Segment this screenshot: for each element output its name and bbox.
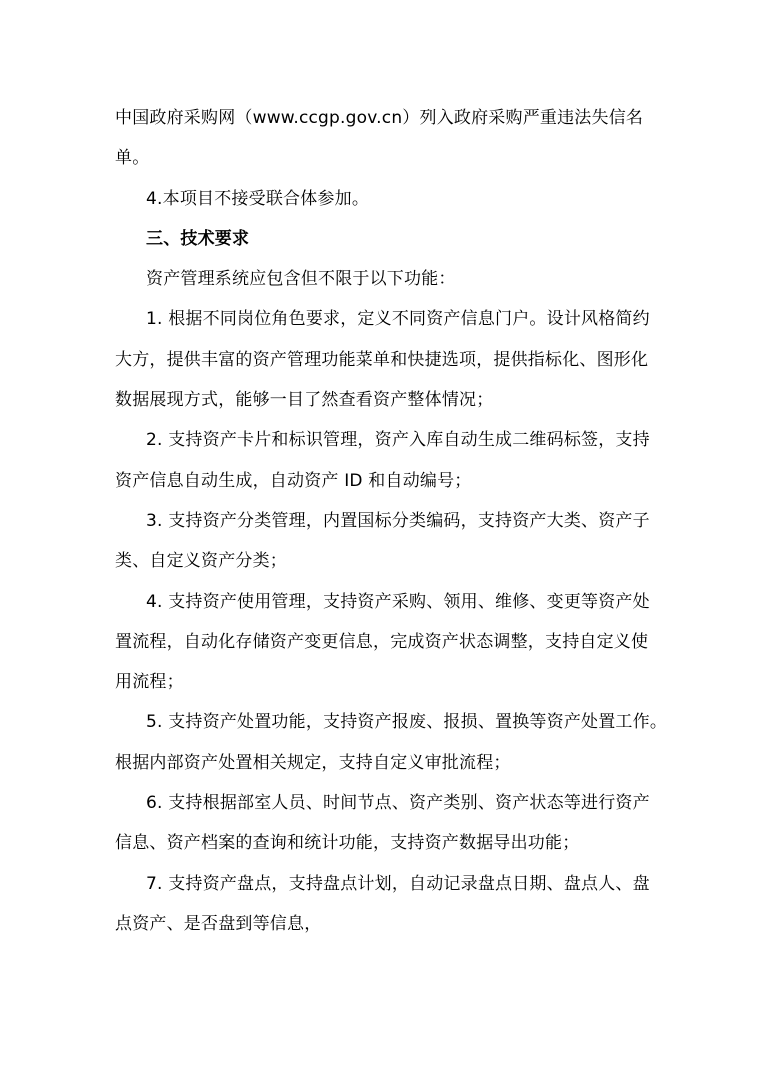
list-item-line: 类、自定义资产分类；	[115, 551, 287, 572]
list-item-line: 置流程，自动化存储资产变更信息，完成资产状态调整，支持自定义使	[115, 631, 649, 652]
list-item-line: 4. 支持资产使用管理，支持资产采购、领用、维修、变更等资产处	[146, 591, 650, 612]
document-body	[115, 98, 668, 944]
list-item-line: 资产信息自动生成，自动资产 ID 和自动编号；	[115, 470, 472, 491]
body-line: 4.本项目不接受联合体参加。	[146, 188, 370, 209]
list-item-line: 信息、资产档案的查询和统计功能，支持资产数据导出功能；	[115, 833, 580, 854]
body-line: 资产管理系统应包含但不限于以下功能：	[146, 269, 456, 290]
body-line: 中国政府采购网（www.ccgp.gov.cn）列入政府采购严重违法失信名	[115, 108, 644, 128]
list-item-line: 1. 根据不同岗位角色要求，定义不同资产信息门户。设计风格简约	[146, 309, 650, 330]
body-line: 单。	[115, 148, 150, 169]
list-item-line: 7. 支持资产盘点，支持盘点计划，自动记录盘点日期、盘点人、盘	[146, 873, 650, 894]
list-item-line: 2. 支持资产卡片和标识管理，资产入库自动生成二维码标签，支持	[146, 430, 650, 451]
section-heading: 三、技术要求	[146, 228, 250, 249]
list-item-line: 点资产、是否盘到等信息，	[115, 913, 322, 934]
list-item-line: 6. 支持根据部室人员、时间节点、资产类别、资产状态等进行资产	[146, 793, 650, 814]
list-item-line: 用流程；	[115, 672, 184, 693]
list-item-line: 大方，提供丰富的资产管理功能菜单和快捷选项，提供指标化、图形化	[115, 349, 649, 370]
list-item-line: 5. 支持资产处置功能，支持资产报废、报损、置换等资产处置工作。	[146, 712, 668, 733]
list-item-line: 根据内部资产处置相关规定，支持自定义审批流程；	[115, 752, 511, 773]
list-item-line: 3. 支持资产分类管理，内置国标分类编码，支持资产大类、资产子	[146, 510, 650, 531]
list-item-line: 数据展现方式，能够一目了然查看资产整体情况；	[115, 390, 494, 411]
